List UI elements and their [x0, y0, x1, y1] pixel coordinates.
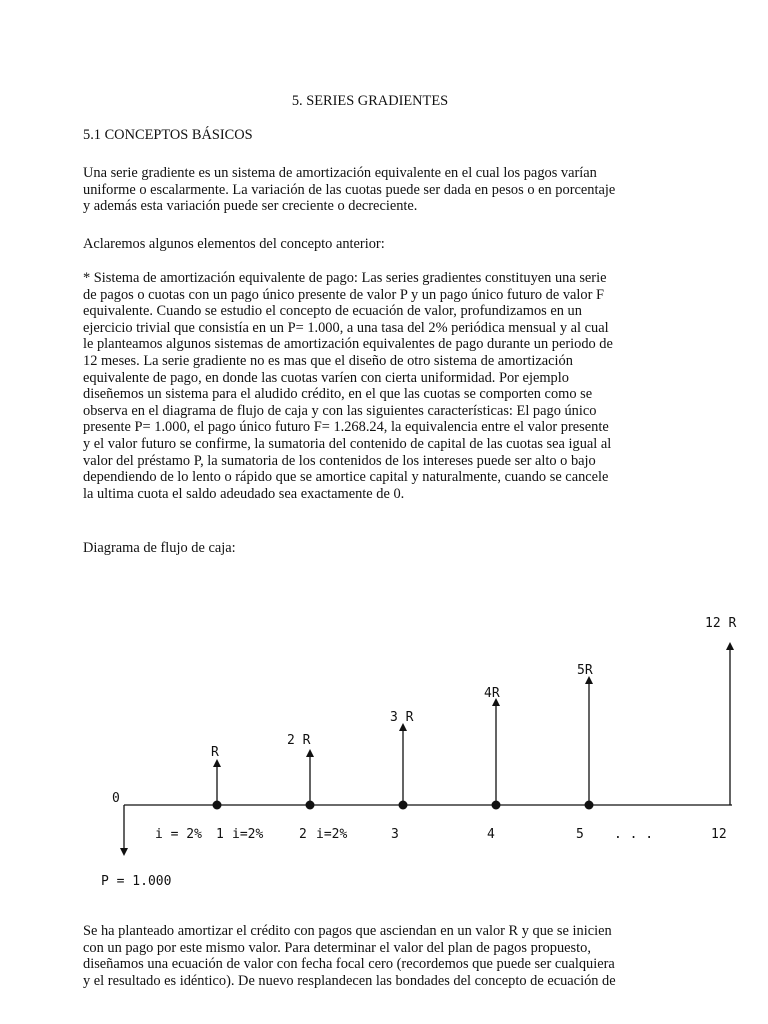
- rate-label: i=2%: [316, 827, 348, 842]
- paragraph-definition: [83, 165, 683, 215]
- text-line: valor del préstamo P, la sumatoria de los contenidos de los intereses puede ser alto o bajo: [83, 452, 596, 469]
- period-label-4: 4: [487, 827, 495, 842]
- origin-label: 0: [112, 791, 120, 806]
- payment-label-4: 4R: [484, 686, 500, 701]
- text-line: diseñamos una ecuación de valor con fecha focal cero (recordemos que puede ser cualquiera: [83, 956, 615, 973]
- payment-label-12: 12 R: [705, 616, 737, 631]
- payment-label-3: 3 R: [390, 710, 414, 725]
- ellipsis-label: . . .: [614, 827, 654, 842]
- text-line: dependiendo de lo lento o rápido que se amortice capital y naturalmente, cuando se cancele: [83, 469, 609, 486]
- text-line: equivalente de pago, en donde las cuotas varíen con cierta uniformidad. Por ejemplo: [83, 369, 569, 386]
- payment-label-2: 2 R: [287, 733, 311, 748]
- text-line: * Sistema de amortización equivalente de pago: Las series gradientes constituyen una serie: [83, 270, 607, 286]
- diagram-caption: Diagrama de flujo de caja:: [83, 540, 236, 556]
- period-dot: [492, 801, 501, 810]
- text-line: 12 meses. La serie gradiente no es mas que el diseño de otro sistema de amortización: [83, 352, 573, 369]
- text-line: Una serie gradiente es un sistema de amortización equivalente en el cual los pagos varían: [83, 165, 597, 181]
- text-line: la ultima cuota el saldo adeudado sea exactamente de 0.: [83, 485, 405, 502]
- document-title: 5. SERIES GRADIENTES: [291, 93, 449, 109]
- paragraph-plan: [83, 923, 693, 989]
- present-value-label: P = 1.000: [101, 874, 172, 889]
- period-label-12: 12: [711, 827, 727, 842]
- text-line: ejercicio trivial que consistía en un P= 1.000, a una tasa del 2% periódica mensual y al cual: [83, 319, 609, 336]
- text-line: uniforme o escalarmente. La variación de las cuotas puede ser dada en pesos o en porcentaje: [83, 181, 616, 198]
- period-dot: [213, 801, 222, 810]
- period-label-5: 5: [576, 827, 584, 842]
- text-line: le planteamos algunos sistemas de amortización equivalentes de pago durante un periodo de: [83, 336, 613, 353]
- cash-flow-diagram: [0, 600, 768, 900]
- period-label-3: 3: [391, 827, 399, 842]
- paragraph-intro: Aclaremos algunos elementos del concepto anterior:: [83, 236, 385, 252]
- text-line: equivalente. Cuando se estudio el concepto de ecuación de valor, profundizamos en un: [83, 303, 582, 320]
- text-line: y el resultado es idéntico). De nuevo resplandecen las bondades del concepto de ecuación de: [83, 972, 616, 989]
- text-line: y además esta variación puede ser creciente o decreciente.: [83, 198, 418, 215]
- paragraph-amortization-system: [83, 270, 693, 502]
- period-label-1: 1: [216, 827, 224, 842]
- period-dot: [399, 801, 408, 810]
- text-line: de pagos o cuotas con un pago único presente de valor P y un pago único futuro de valor F: [83, 286, 604, 303]
- text-line: diseñemos un sistema para el aludido crédito, en el que las cuotas se comporten como se: [83, 386, 593, 403]
- section-heading: 5.1 CONCEPTOS BÁSICOS: [83, 127, 253, 143]
- rate-label: i = 2%: [155, 827, 202, 842]
- text-line: con un pago por este mismo valor. Para determinar el valor del plan de pagos propuesto,: [83, 939, 591, 956]
- text-line: observa en el diagrama de flujo de caja y con las siguientes características: El pago único: [83, 402, 597, 419]
- text-line: y el valor futuro se confirme, la sumatoria del contenido de capital de las cuotas sea igual al: [83, 435, 612, 452]
- text-line: presente P= 1.000, el pago único futuro F= 1.268.24, la equivalencia entre el valor presente: [83, 419, 609, 436]
- payment-label-1: R: [211, 745, 219, 760]
- period-label-2: 2: [299, 827, 307, 842]
- text-line: Se ha planteado amortizar el crédito con pagos que asciendan en un valor R y que se inicien: [83, 923, 612, 939]
- rate-label: i=2%: [232, 827, 264, 842]
- payment-label-5: 5R: [577, 663, 593, 678]
- period-dot: [585, 801, 594, 810]
- period-dot: [306, 801, 315, 810]
